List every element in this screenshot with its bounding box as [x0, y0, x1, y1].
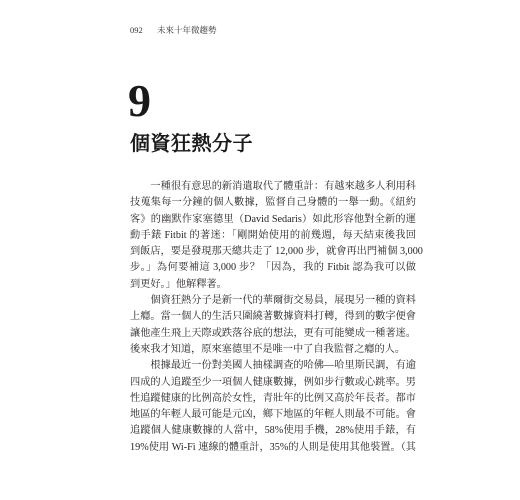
text-line: 19%使用 Wi-Fi 連線的體重計，35%的人則是使用其他裝置。（其: [130, 441, 416, 453]
text-line: 到飯店，要是發現那天總共走了 12,000 步，就會再出門補個 3,000: [130, 246, 423, 258]
running-head: [130, 25, 217, 36]
book-title: 未來十年微趨勢: [157, 25, 217, 35]
text-line: 動手錶 Fitbit 的著迷：「剛開始使用的前幾週，每天結束後我回: [130, 229, 416, 241]
chapter-title: 個資狂熱分子: [130, 133, 253, 155]
text-line: 後來我才知道，原來塞德里不是唯一中了自我監督之癮的人。: [130, 343, 406, 355]
paragraph-3: [130, 358, 416, 456]
text-line: 個資狂熱分子是新一代的華爾街交易員，展現另一種的資料: [150, 295, 416, 307]
page-number: 092: [130, 25, 143, 35]
text-line: 步。」為何要補這 3,000 步？「因為，我的 Fitbit 認為我可以做: [130, 262, 416, 274]
text-line: 到更好。」他解釋著。: [130, 278, 227, 290]
text-line: 上癮。當一個人的生活只圍繞著數據資料打轉，得到的數字便會: [130, 311, 416, 323]
text-line: 四成的人追蹤至少一項個人健康數據，例如步行數或心跳率。男: [130, 376, 416, 388]
text-line: 地區的年輕人最可能是元凶，鄉下地區的年輕人則最不可能。會: [130, 409, 416, 421]
text-line: 讓他產生飛上天際或跌落谷底的想法，更有可能變成一種著迷。: [130, 327, 416, 339]
chapter-number: 9: [128, 75, 151, 126]
text-line: 性追蹤健康的比例高於女性，青壯年的比例又高於年長者。都市: [130, 392, 416, 404]
text-line: 追蹤個人健康數據的人當中，58%使用手機，28%使用手錶，有: [130, 425, 416, 437]
text-line: 客》的幽默作家塞德里（David Sedaris）如此形容他對全新的運: [130, 213, 416, 225]
body-text: [130, 179, 423, 456]
paragraph-1: [130, 179, 423, 293]
paragraph-2: [130, 293, 416, 358]
text-line: 技蒐集每一分鐘的個人數據，監督自己身體的一舉一動。《紐約: [130, 197, 416, 209]
text-line: 根據最近一份對美國人抽樣調查的哈佛—哈里斯民調，有逾: [150, 360, 416, 372]
text-line: 一種很有意思的新消遣取代了體重計：有越來越多人利用科: [150, 181, 416, 192]
